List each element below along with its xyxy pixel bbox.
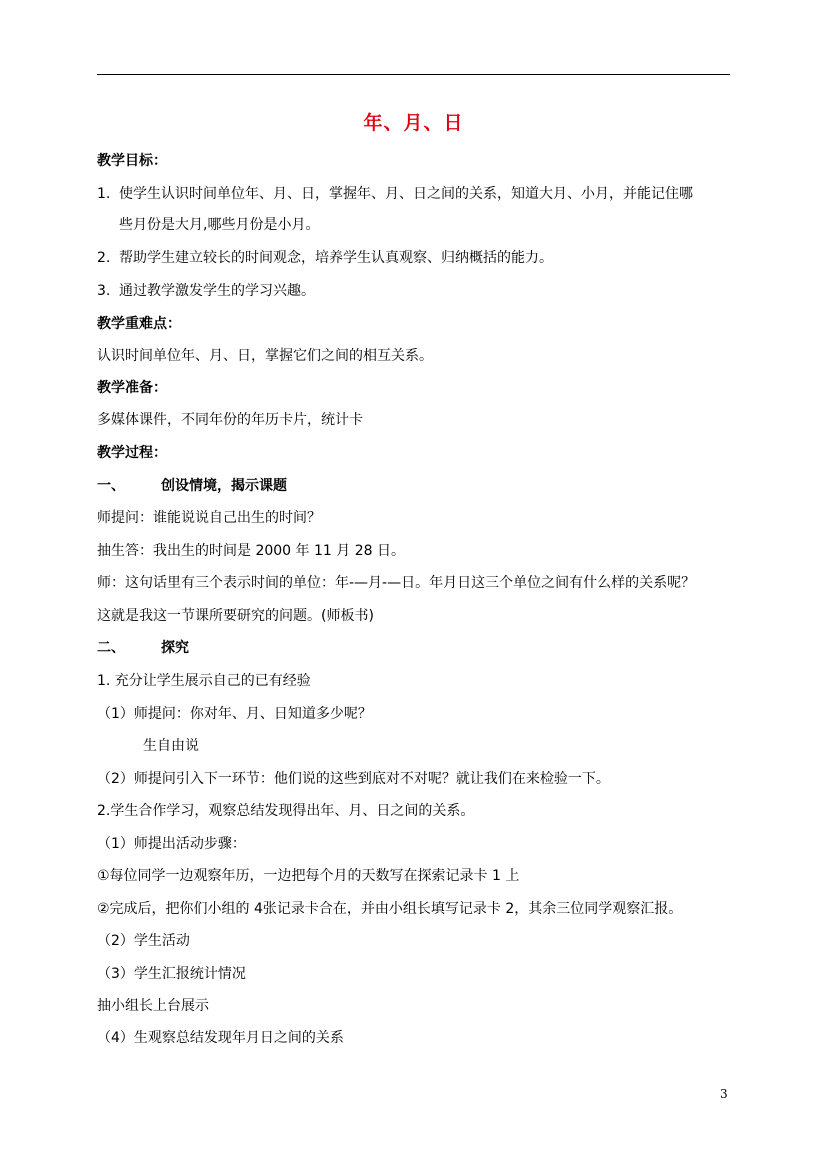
paragraph-line: （4）生观察总结发现年月日之间的关系 [97, 1030, 344, 1046]
list-number: 1. [97, 186, 111, 202]
paragraph-line: 抽小组长上台展示 [97, 998, 209, 1014]
page-number: 3 [720, 1087, 728, 1101]
objective-text: 通过教学激发学生的学习兴趣。 [119, 283, 315, 299]
header-rule [97, 74, 730, 75]
part-title: 创设情境，揭示课题 [161, 478, 287, 494]
part-number: 二、 [97, 640, 125, 656]
heading-process: 教学过程： [97, 445, 167, 461]
preparation-text: 多媒体课件，不同年份的年历卡片，统计卡 [97, 412, 363, 428]
paragraph-line: 2.学生合作学习，观察总结发现得出年、月、日之间的关系。 [97, 803, 475, 819]
heading-objectives: 教学目标： [97, 153, 167, 169]
objective-2 [97, 248, 553, 268]
doc-title: 年、月、日 [363, 112, 464, 134]
objective-3 [97, 281, 315, 301]
paragraph-line: （3）学生汇报统计情况 [97, 966, 246, 982]
paragraph-line: （2）学生活动 [97, 933, 190, 949]
paragraph-line: ①每位同学一边观察年历，一边把每个月的天数写在探索记录卡 1 上 [97, 868, 520, 884]
key-points-text: 认识时间单位年、月、日，掌握它们之间的相互关系。 [97, 348, 433, 364]
paragraph-line: ②完成后，把你们小组的 4张记录卡合在，并由小组长填写记录卡 2，其余三位同学观察汇报。 [97, 901, 683, 917]
objective-1-continued: 些月份是大月,哪些月份是小月。 [119, 217, 320, 233]
paragraph-line: 师：这句话里有三个表示时间的单位：年-—月-—日。年月日这三个单位之间有什么样的关系呢？ [97, 575, 696, 591]
objective-text: 使学生认识时间单位年、月、日，掌握年、月、日之间的关系，知道大月、小月，并能记住哪 [119, 186, 693, 202]
heading-preparation: 教学准备： [97, 380, 167, 396]
paragraph-line: （1）师提问：你对年、月、日知道多少呢？ [97, 706, 372, 722]
paragraph-line: 抽生答：我出生的时间是 2000 年 11 月 28 日。 [97, 543, 405, 559]
paragraph-line: 师提问：谁能说说自己出生的时间？ [97, 510, 321, 526]
part-1-heading [97, 476, 287, 496]
objective-1 [97, 184, 693, 204]
part-2-heading [97, 638, 189, 658]
list-number: 3. [97, 283, 111, 299]
list-number: 2. [97, 250, 111, 266]
objective-text: 帮助学生建立较长的时间观念，培养学生认真观察、归纳概括的能力。 [119, 250, 553, 266]
part-number: 一、 [97, 478, 125, 494]
paragraph-line: 生自由说 [143, 738, 199, 754]
part-title: 探究 [161, 640, 189, 656]
paragraph-line: （2）师提问引入下一环节：他们说的这些到底对不对呢？就让我们在来检验一下。 [97, 771, 610, 787]
heading-key-points: 教学重难点： [97, 316, 181, 332]
paragraph-line: 1. 充分让学生展示自己的已有经验 [97, 673, 311, 689]
paragraph-line: 这就是我这一节课所要研究的问题。(师板书) [97, 608, 374, 624]
paragraph-line: （1）师提出活动步骤： [97, 836, 246, 852]
